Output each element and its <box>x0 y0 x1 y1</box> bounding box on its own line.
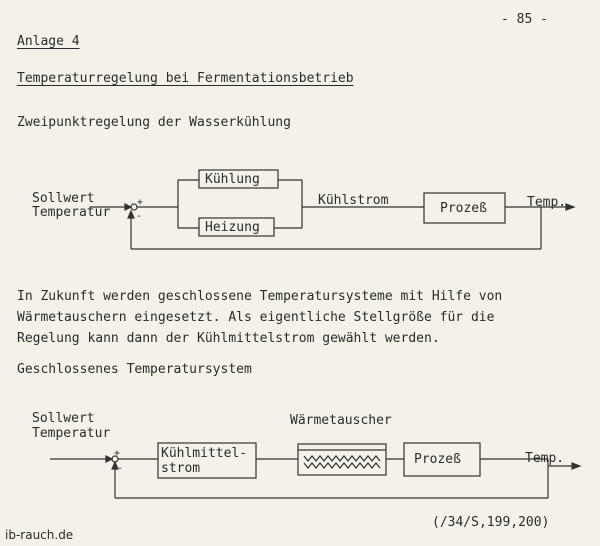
paragraph-line-1: In Zukunft werden geschlossene Temperatursysteme mit Hilfe von <box>17 289 503 304</box>
diagram2-input-label-1: Sollwert <box>32 411 95 426</box>
paragraph-line-2: Wärmetauschern eingesetzt. Als eigentliche Stellgröße für die <box>17 310 495 325</box>
page-title: Temperaturregelung bei Fermentationsbetrieb <box>17 71 354 86</box>
heat-exchanger-label: Wärmetauscher <box>290 413 392 428</box>
exchanger-zigzag-1 <box>304 456 380 461</box>
coolant-flow-label: Kühlstrom <box>318 193 389 208</box>
reference-citation: (/34/S,199,200) <box>432 515 550 530</box>
diagram1-output-label: Temp. <box>527 195 567 210</box>
process-block-2-label: Prozeß <box>414 452 461 467</box>
section1-heading: Zweipunktregelung der Wasserkühlung <box>17 115 291 130</box>
process-block-1-label: Prozeß <box>440 201 487 216</box>
diagram1-plus-sign: + <box>137 197 144 208</box>
watermark: ib-rauch.de <box>5 528 74 542</box>
diagram1-input-label-2: Temperatur <box>32 205 111 220</box>
page-number: - 85 - <box>501 12 548 27</box>
paragraph-line-3: Regelung kann dann der Kühlmittelstrom gewählt werden. <box>17 331 440 346</box>
heating-block-label: Heizung <box>205 220 260 235</box>
input-arrow-2 <box>106 456 112 462</box>
section2-heading: Geschlossenes Temperatursystem <box>17 362 252 377</box>
appendix-label: Anlage 4 <box>17 34 80 49</box>
exchanger-zigzag-2 <box>304 463 380 468</box>
diagram1-minus-sign: - <box>136 211 143 222</box>
coolant-block-label-1: Kühlmittel- <box>161 446 248 461</box>
diagram1-input-label-1: Sollwert <box>32 191 95 206</box>
diagram2-plus-sign: + <box>114 448 121 459</box>
cooling-block-label: Kühlung <box>205 172 260 187</box>
diagram2-minus-sign: - <box>117 463 124 474</box>
diagram2-output-label: Temp. <box>525 451 565 466</box>
coolant-block-label-2: strom <box>161 461 201 476</box>
output-arrow-2 <box>572 463 580 469</box>
diagram2-input-label-2: Temperatur <box>32 426 111 441</box>
